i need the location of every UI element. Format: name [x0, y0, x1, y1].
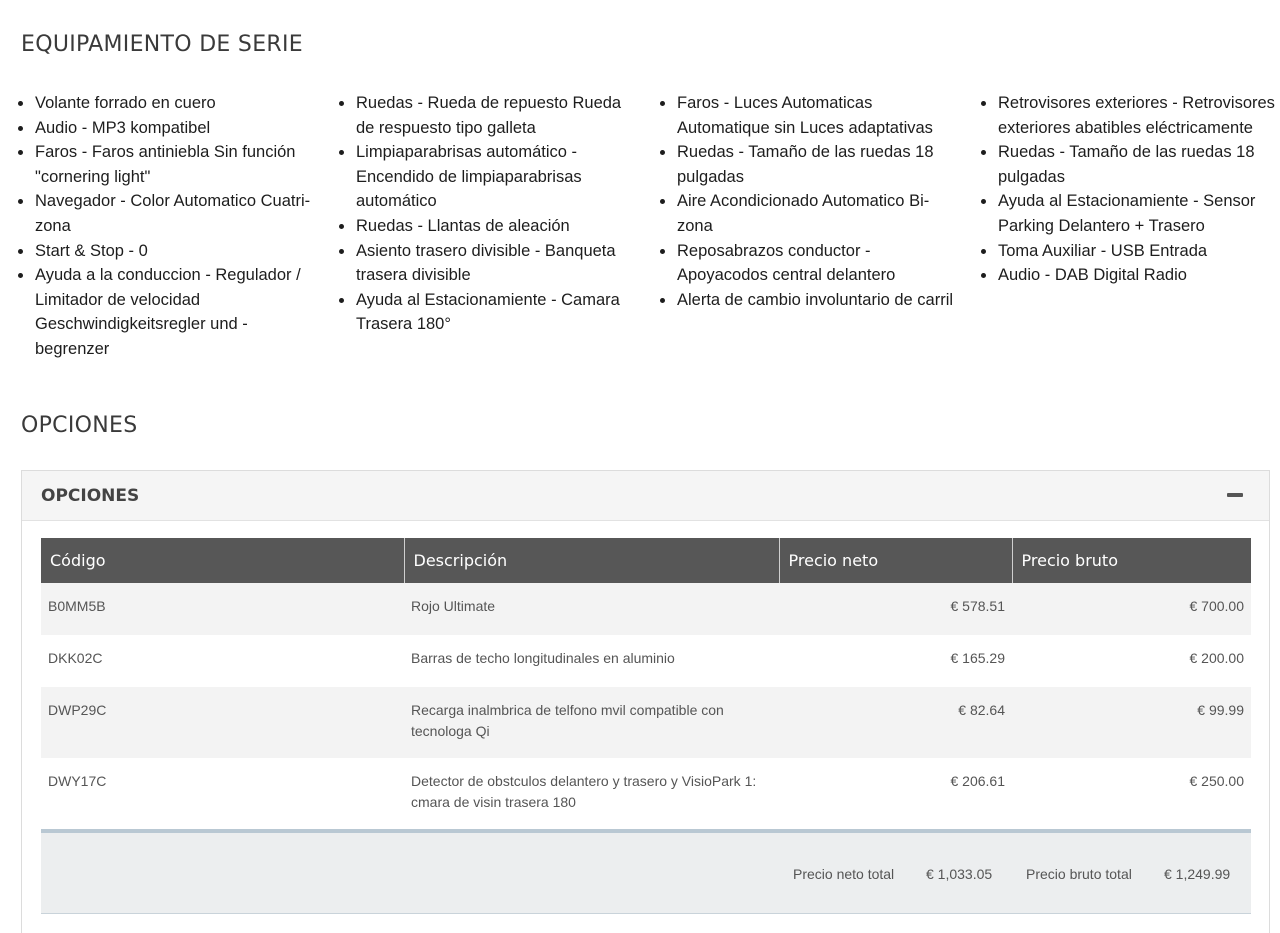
total-neto-label: Precio neto total	[793, 866, 895, 882]
equipamiento-item: Volante forrado en cuero	[14, 91, 314, 116]
total-bruto-value: € 1,249.99	[1164, 866, 1231, 882]
cell-precio-neto: € 206.61	[779, 758, 1012, 829]
opciones-panel	[21, 470, 1270, 933]
equipamiento-column-2	[335, 91, 625, 337]
table-row	[41, 635, 1251, 687]
cell-precio-neto: € 82.64	[779, 687, 1012, 758]
equipamiento-item: Navegador - Color Automatico Cuatri-zona	[14, 189, 314, 238]
cell-codigo: B0MM5B	[41, 583, 404, 635]
equipamiento-item: Faros - Luces Automaticas Automatique sin Luces adaptativas	[656, 91, 961, 140]
equipamiento-item: Aire Acondicionado Automatico Bi-zona	[656, 189, 961, 238]
equipamiento-item: Start & Stop - 0	[14, 239, 314, 264]
equipamiento-item: Retrovisores exteriores - Retrovisores exteriores abatibles eléctricamente	[977, 91, 1280, 140]
equipamiento-item: Ruedas - Llantas de aleación	[335, 214, 625, 239]
opciones-title: OPCIONES	[21, 413, 138, 438]
cell-descripcion: Detector de obstculos delantero y trasero y VisioPark 1: cmara de visin trasera 180	[404, 758, 779, 829]
equipamiento-item: Ayuda al Estacionamiente - Camara Trasera 180°	[335, 288, 625, 337]
equipamiento-item: Faros - Faros antiniebla Sin función "cornering light"	[14, 140, 314, 189]
cell-precio-bruto: € 99.99	[1012, 687, 1251, 758]
table-row	[41, 687, 1251, 758]
equipamiento-item: Ruedas - Tamaño de las ruedas 18 pulgadas	[656, 140, 961, 189]
equipamiento-item: Asiento trasero divisible - Banqueta trasera divisible	[335, 239, 625, 288]
opciones-panel-title: OPCIONES	[41, 486, 140, 506]
cell-descripcion: Rojo Ultimate	[404, 583, 779, 635]
equipamiento-item: Ruedas - Tamaño de las ruedas 18 pulgadas	[977, 140, 1280, 189]
header-precio-bruto[interactable]: Precio bruto	[1012, 538, 1251, 583]
equipamiento-item: Ayuda al Estacionamiente - Sensor Parking Delantero + Trasero	[977, 189, 1280, 238]
equipamiento-item: Audio - MP3 kompatibel	[14, 116, 314, 141]
equipamiento-item: Ruedas - Rueda de repuesto Rueda de respuesto tipo galleta	[335, 91, 625, 140]
header-precio-neto[interactable]: Precio neto	[779, 538, 1012, 583]
cell-precio-neto: € 578.51	[779, 583, 1012, 635]
table-row	[41, 758, 1251, 829]
cell-codigo: DKK02C	[41, 635, 404, 687]
cell-precio-bruto: € 700.00	[1012, 583, 1251, 635]
cell-codigo: DWY17C	[41, 758, 404, 829]
total-neto-value: € 1,033.05	[926, 866, 993, 882]
opciones-table	[41, 538, 1251, 829]
equipamiento-column-4	[977, 91, 1280, 288]
equipamiento-item: Toma Auxiliar - USB Entrada	[977, 239, 1280, 264]
cell-descripcion: Recarga inalmbrica de telfono mvil compatible con tecnologa Qi	[404, 687, 779, 758]
cell-precio-neto: € 165.29	[779, 635, 1012, 687]
totals-bar	[41, 829, 1251, 914]
equipamiento-column-1	[14, 91, 314, 362]
cell-codigo: DWP29C	[41, 687, 404, 758]
table-header-row	[41, 538, 1251, 583]
equipamiento-title: EQUIPAMIENTO DE SERIE	[21, 32, 303, 57]
table-row	[41, 583, 1251, 635]
equipamiento-item: Reposabrazos conductor - Apoyacodos central delantero	[656, 239, 961, 288]
header-descripcion[interactable]: Descripción	[404, 538, 779, 583]
cell-precio-bruto: € 200.00	[1012, 635, 1251, 687]
total-bruto-label: Precio bruto total	[1026, 866, 1132, 882]
equipamiento-item: Limpiaparabrisas automático - Encendido de limpiaparabrisas automático	[335, 140, 625, 214]
opciones-panel-header[interactable]	[22, 471, 1269, 521]
equipamiento-item: Alerta de cambio involuntario de carril	[656, 288, 961, 313]
equipamiento-item: Audio - DAB Digital Radio	[977, 263, 1280, 288]
cell-descripcion: Barras de techo longitudinales en aluminio	[404, 635, 779, 687]
header-codigo[interactable]: Código	[41, 538, 404, 583]
minus-icon[interactable]	[1225, 487, 1245, 507]
equipamiento-item: Ayuda a la conduccion - Regulador / Limitador de velocidad Geschwindigkeitsregler und -begrenzer	[14, 263, 314, 361]
cell-precio-bruto: € 250.00	[1012, 758, 1251, 829]
equipamiento-column-3	[656, 91, 961, 312]
